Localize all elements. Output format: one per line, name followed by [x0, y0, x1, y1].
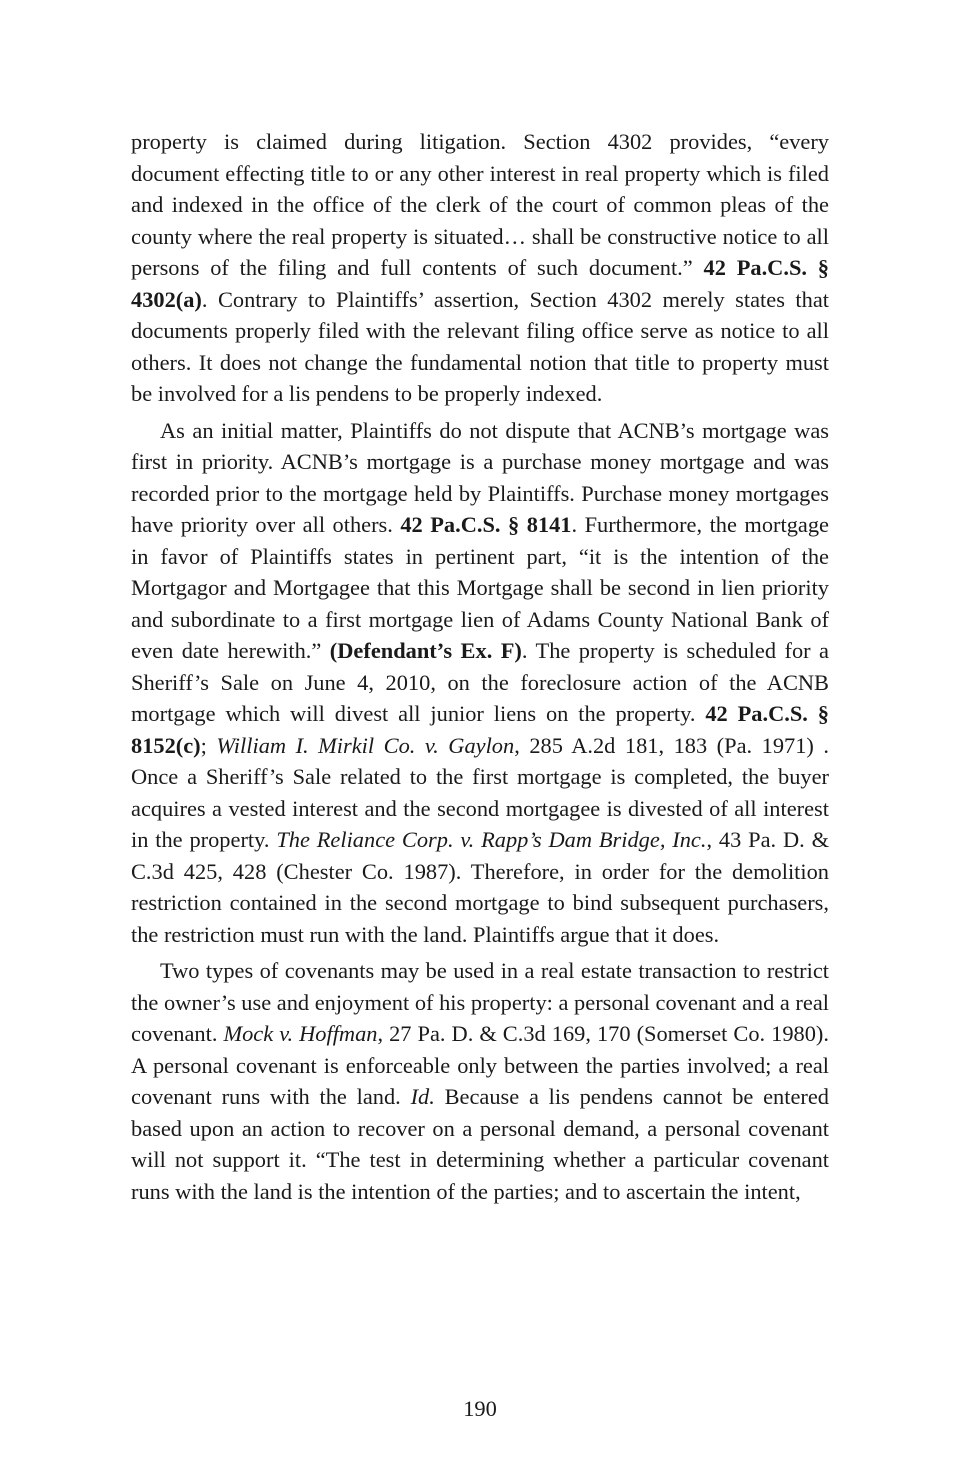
case-citation: Mock v. Hoffman: [223, 1021, 378, 1046]
text-run: , 43 Pa. D. & C.3d 425, 428 (Chester Co. 1987). Therefore, in order for the demolition restriction contained in the second mortgage to bind subsequent purchasers, the restriction must run with the land. Plaintiffs argue that it does.: [131, 827, 829, 947]
text-run: Because a lis pendens cannot be entered based upon an action to recover on a personal demand, a personal covenant will not support it. “The test in determining whether a particular covenant runs with the land is the intention of the parties; and to ascertain the intent,: [131, 1084, 829, 1204]
paragraph-mortgage-priority: [131, 415, 829, 951]
statute-citation: 42 Pa.C.S. § 4302(a): [131, 255, 829, 312]
case-citation: The Reliance Corp. v. Rapp’s Dam Bridge, Inc.: [276, 827, 707, 852]
exhibit-citation: (Defendant’s Ex. F): [329, 638, 522, 663]
text-run: , 285 A.2d 181, 183 (Pa. 1971) . Once a Sheriff’s Sale related to the first mortgage is completed, the buyer acquires a vested interest and the second mortgagee is divested of all interest in the property.: [131, 732, 830, 852]
page-number: 190: [463, 1396, 497, 1421]
paragraph-lis-pendens-notice: [131, 126, 829, 410]
text-run: , 27 Pa. D. & C.3d 169, 170 (Somerset Co. 1980). A personal covenant is enforceable only between the parties involved; a real covenant runs with the land.: [131, 1021, 829, 1109]
text-run: ;: [200, 732, 217, 758]
text-run: property is claimed during litigation. Section 4302 provides, “every document effecting title to or any other interest in real property which is filed and indexed in the office of the clerk of the court of common pleas of the county where the real property is situated… shall be constructive notice to all persons of the filing and full contents of such document.”: [131, 129, 829, 280]
text-run: . Furthermore, the mortgage in favor of Plaintiffs states in pertinent part, “it is the intention of the Mortgagor and Mortgagee that this Mortgage shall be second in lien priority and subordinate to a first mortgage lien of Adams County National Bank of even date herewith.”: [131, 512, 829, 663]
statute-citation: 42 Pa.C.S. § 8152(c): [131, 701, 829, 758]
document-body: [131, 126, 829, 1207]
case-citation: Id.: [410, 1084, 435, 1109]
text-run: . Contrary to Plaintiffs’ assertion, Section 4302 merely states that documents properly filed with the relevant filing office serve as notice to all others. It does not change the fundamental notion that title to property must be involved for a lis pendens to be properly indexed.: [131, 286, 829, 406]
case-citation: William I. Mirkil Co. v. Gaylon: [216, 732, 515, 758]
paragraph-covenant-types: [131, 955, 829, 1207]
text-run: As an initial matter, Plaintiffs do not dispute that ACNB’s mortgage was first in priority. ACNB’s mortgage is a purchase money mortgage and was recorded prior to the mortgage held by Plaintiffs. Purchase money mortgages have priority over all others.: [131, 417, 829, 537]
text-run: . The property is scheduled for a Sheriff’s Sale on June 4, 2010, on the foreclosure action of the ACNB mortgage which will divest all junior liens on the property.: [131, 638, 829, 726]
text-run: Two types of covenants may be used in a real estate transaction to restrict the owner’s use and enjoyment of his property: a personal covenant and a real covenant.: [131, 958, 829, 1046]
statute-citation: 42 Pa.C.S. § 8141: [400, 512, 572, 537]
